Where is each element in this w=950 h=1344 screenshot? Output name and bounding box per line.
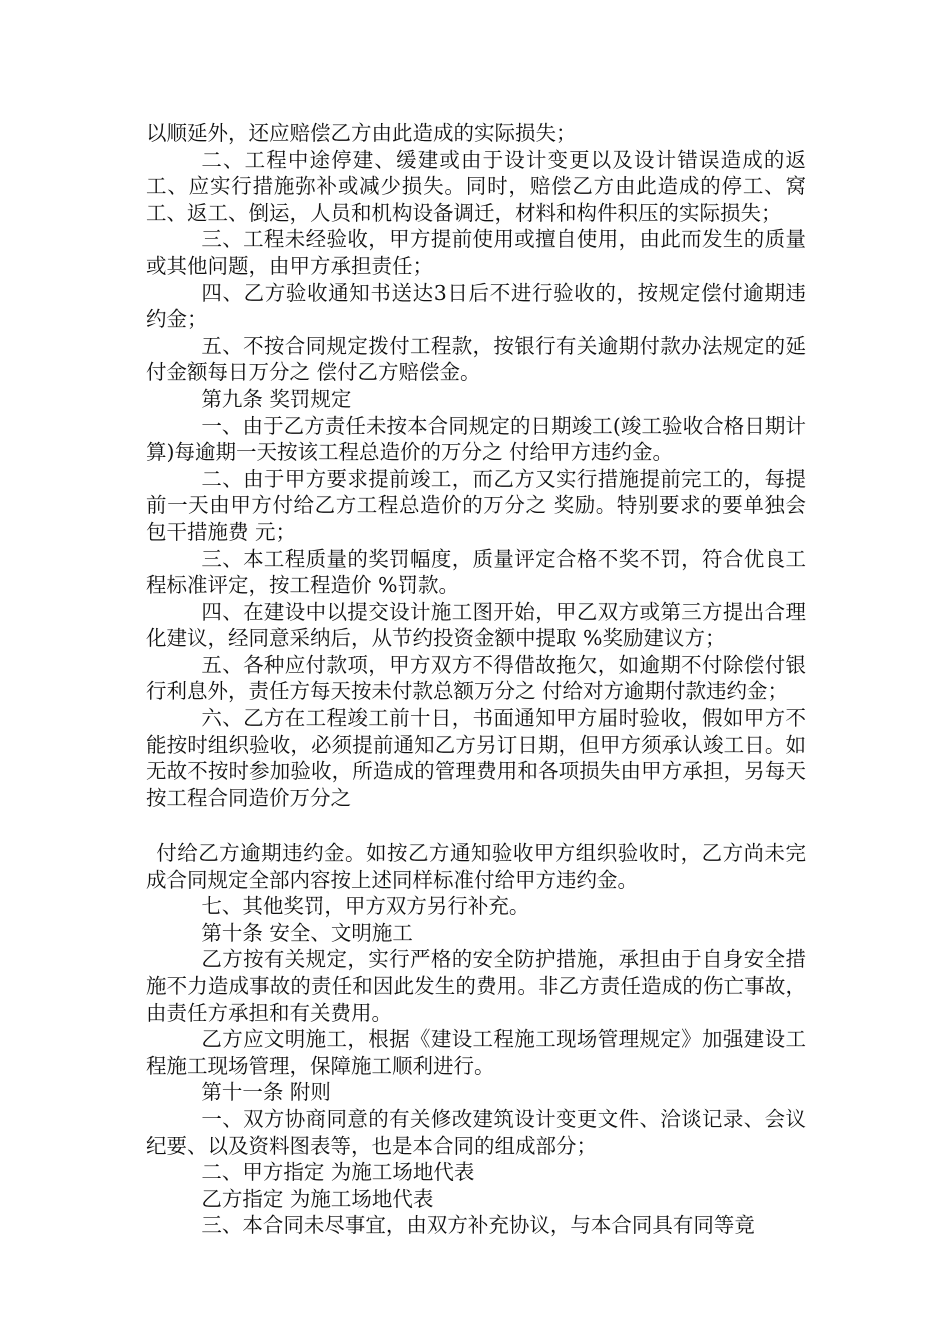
paragraph: 五、各种应付款项，甲方双方不得借故拖欠，如逾期不付除偿付银行利息外，责任方每天按未付款总额万分之 付给对方逾期付款违约金；: [146, 652, 806, 704]
section-heading: 第九条 奖罚规定: [201, 386, 352, 411]
paragraph: 二、由于甲方要求提前竣工，而乙方又实行措施提前完工的，每提前一天由甲方付给乙方工程总造价的万分之 奖励。特别要求的要单独会包干措施费 元；: [146, 466, 806, 544]
paragraph: 乙方应文明施工，根据《建设工程施工现场管理规定》加强建设工程施工现场管理，保障施工顺利进行。: [146, 1027, 806, 1078]
section-heading: 第十一条 附则: [201, 1080, 331, 1105]
paragraph: 六、乙方在工程竣工前十日，书面通知甲方届时验收，假如甲方不能按时组织验收，必须提前通知乙方另订日期，但甲方须承认竣工日。如无故不按时参加验收，所造成的管理费用和各项损失由甲方承担，另每天按工程合同造价万分之: [146, 706, 806, 810]
paragraph: 一、由于乙方责任未按本合同规定的日期竣工(竣工验收合格日期计算)每逾期一天按该工程总造价的万分之 付给甲方违约金。: [146, 413, 806, 465]
paragraph: 二、甲方指定 为施工场地代表: [201, 1160, 475, 1185]
paragraph-continuation: 付给乙方逾期违约金。如按乙方通知验收甲方组织验收时，乙方尚未完成合同规定全部内容按上述同样标准付给甲方违约金。: [146, 841, 806, 892]
paragraph: 二、工程中途停建、缓建或由于设计变更以及设计错误造成的返工、应实行措施弥补或减少损失。同时，赔偿乙方由此造成的停工、窝工、返工、倒运，人员和机构设备调迁，材料和构件积压的实际损失；: [146, 147, 806, 225]
paragraph: 一、双方协商同意的有关修改建筑设计变更文件、洽谈记录、会议纪要、以及资料图表等，也是本合同的组成部分；: [146, 1106, 806, 1158]
paragraph: 三、本工程质量的奖罚幅度，质量评定合格不奖不罚，符合优良工程标准评定，按工程造价 %罚款。: [146, 546, 806, 598]
paragraph: 三、工程未经验收，甲方提前使用或擅自使用，由此而发生的质量或其他问题，由甲方承担责任；: [146, 227, 806, 278]
paragraph: 以顺延外，还应赔偿乙方由此造成的实际损失；: [146, 121, 577, 145]
paragraph: 四、乙方验收通知书送达3日后不进行验收的，按规定偿付逾期违约金；: [146, 280, 806, 332]
paragraph: 四、在建设中以提交设计施工图开始，甲乙双方或第三方提出合理化建议，经同意采纳后，从节约投资金额中提取 %奖励建议方；: [146, 599, 806, 651]
text-block-lower: [146, 840, 806, 1239]
paragraph: 五、不按合同规定拨付工程款，按银行有关逾期付款办法规定的延付金额每日万分之 偿付乙方赔偿金。: [146, 333, 806, 385]
section-heading: 第十条 安全、文明施工: [201, 920, 413, 945]
paragraph: 七、其他奖罚，甲方双方另行补充。: [201, 894, 530, 919]
text-block-upper: [146, 120, 806, 811]
paragraph: 三、本合同未尽事宜，由双方补充协议，与本合同具有同等竟: [201, 1213, 755, 1238]
paragraph: 乙方指定 为施工场地代表: [201, 1186, 434, 1211]
paragraph: 乙方按有关规定，实行严格的安全防护措施，承担由于自身安全措施不力造成事故的责任和因此发生的费用。非乙方责任造成的伤亡事故，由责任方承担和有关费用。: [146, 947, 806, 1025]
